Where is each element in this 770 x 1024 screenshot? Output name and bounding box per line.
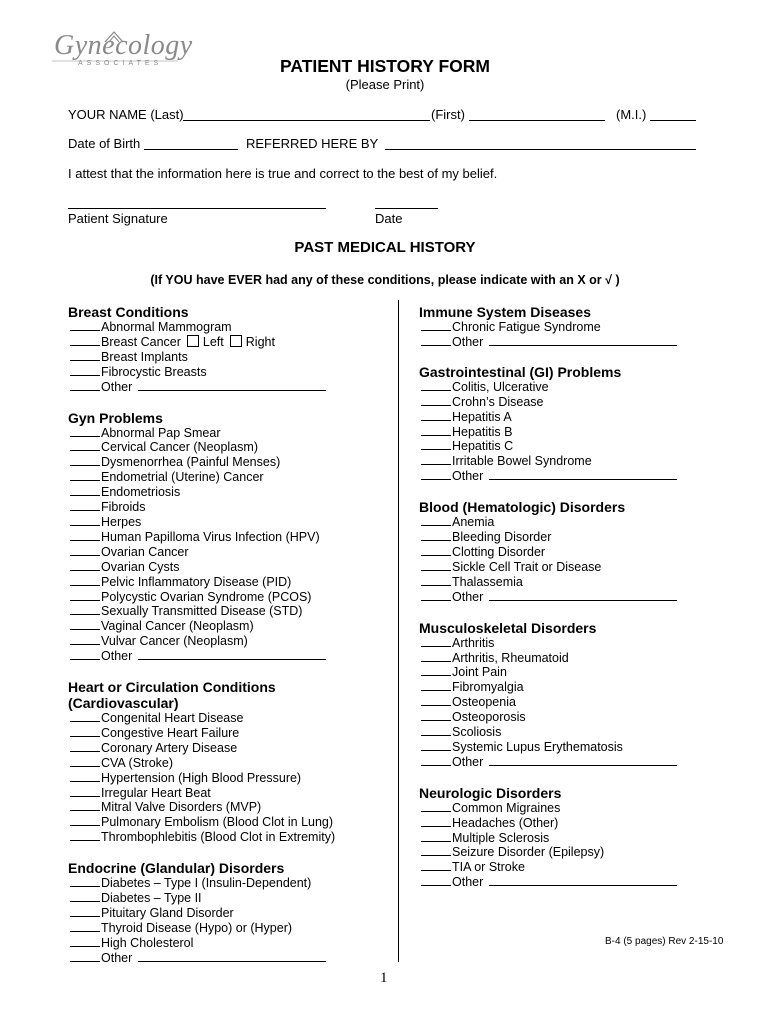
condition-item — [68, 335, 368, 350]
condition-section — [68, 679, 368, 845]
other-specify-field[interactable] — [489, 755, 677, 766]
check-blank-field[interactable] — [421, 695, 451, 706]
condition-item — [419, 439, 719, 454]
check-blank-field[interactable] — [421, 845, 451, 856]
condition-label: Ovarian Cysts — [101, 559, 180, 574]
condition-label: Fibroids — [101, 500, 146, 515]
right-column — [419, 304, 719, 890]
column-divider — [398, 300, 399, 962]
section-title: Endocrine (Glandular) Disorders — [68, 860, 285, 877]
check-blank-field[interactable] — [70, 891, 100, 902]
check-blank-field[interactable] — [70, 426, 100, 437]
condition-label: Scoliosis — [452, 725, 502, 740]
condition-item — [68, 604, 368, 619]
check-blank-field[interactable] — [421, 469, 451, 480]
condition-item — [68, 350, 368, 365]
condition-item — [68, 741, 368, 756]
check-blank-field[interactable] — [70, 560, 100, 571]
check-blank-field[interactable] — [421, 651, 451, 662]
condition-label: Irritable Bowel Syndrome — [452, 454, 592, 469]
condition-item — [419, 335, 719, 350]
check-blank-field[interactable] — [70, 771, 100, 782]
condition-item — [68, 771, 368, 786]
check-blank-field[interactable] — [421, 590, 451, 601]
condition-label: Thyroid Disease (Hypo) or (Hyper) — [101, 920, 293, 935]
check-blank-field[interactable] — [70, 575, 100, 586]
check-blank-field[interactable] — [421, 801, 451, 812]
condition-item — [68, 786, 368, 801]
condition-label: Joint Pain — [452, 665, 507, 680]
condition-label: Crohn’s Disease — [452, 394, 544, 409]
check-blank-field[interactable] — [70, 711, 100, 722]
check-blank-field[interactable] — [70, 786, 100, 797]
condition-item — [68, 936, 368, 951]
check-blank-field[interactable] — [70, 741, 100, 752]
check-blank-field[interactable] — [70, 906, 100, 917]
check-blank-field[interactable] — [70, 470, 100, 481]
condition-section — [419, 785, 719, 890]
condition-label: Other — [101, 379, 133, 394]
check-blank-field[interactable] — [70, 440, 100, 451]
condition-item — [68, 426, 368, 441]
check-blank-field[interactable] — [421, 680, 451, 691]
condition-label: Herpes — [101, 514, 142, 529]
referred-field[interactable] — [385, 149, 696, 150]
condition-item — [419, 469, 719, 484]
condition-item — [68, 455, 368, 470]
other-specify-field[interactable] — [489, 469, 677, 480]
condition-section — [419, 364, 719, 484]
condition-item — [68, 876, 368, 891]
check-blank-field[interactable] — [70, 815, 100, 826]
check-blank-field[interactable] — [421, 395, 451, 406]
condition-item — [68, 320, 368, 335]
condition-item — [68, 440, 368, 455]
condition-item — [419, 801, 719, 816]
condition-label: Arthritis, Rheumatoid — [452, 650, 569, 665]
page-number: 1 — [380, 970, 388, 986]
condition-label: Dysmenorrhea (Painful Menses) — [101, 455, 281, 470]
check-blank-field[interactable] — [70, 380, 100, 391]
name-mi-label: (M.I.) — [616, 107, 647, 122]
condition-label: Bleeding Disorder — [452, 530, 552, 545]
condition-item — [419, 680, 719, 695]
condition-label: Vaginal Cancer (Neoplasm) — [101, 619, 254, 634]
check-blank-field[interactable] — [421, 515, 451, 526]
condition-label: Osteoporosis — [452, 710, 526, 725]
check-blank-field[interactable] — [70, 604, 100, 615]
condition-item — [68, 711, 368, 726]
check-blank-field[interactable] — [421, 410, 451, 421]
condition-label: Common Migraines — [452, 800, 561, 815]
condition-item — [419, 380, 719, 395]
left-checkbox[interactable] — [187, 335, 199, 347]
check-blank-field[interactable] — [421, 875, 451, 886]
condition-label: Osteopenia — [452, 695, 516, 710]
section-title: Gastrointestinal (GI) Problems — [419, 363, 622, 380]
condition-label: Multiple Sclerosis — [452, 830, 550, 845]
dob-label: Date of Birth — [68, 136, 141, 151]
check-blank-field[interactable] — [70, 800, 100, 811]
condition-item — [419, 575, 719, 590]
check-blank-field[interactable] — [421, 530, 451, 541]
other-specify-field[interactable] — [138, 951, 326, 962]
condition-label: TIA or Stroke — [452, 860, 525, 875]
condition-label: Congenital Heart Disease — [101, 711, 244, 726]
condition-item — [419, 425, 719, 440]
check-blank-field[interactable] — [421, 831, 451, 842]
name-last-label: YOUR NAME (Last) — [68, 107, 184, 122]
condition-section — [68, 304, 368, 395]
condition-item — [419, 515, 719, 530]
condition-item — [68, 545, 368, 560]
other-specify-field[interactable] — [138, 649, 326, 660]
condition-label: Coronary Artery Disease — [101, 740, 238, 755]
logo-name: Gynecology — [54, 30, 193, 61]
condition-item — [68, 815, 368, 830]
condition-item — [68, 726, 368, 741]
condition-item — [419, 560, 719, 575]
other-specify-field[interactable] — [138, 380, 326, 391]
condition-section — [68, 860, 368, 965]
condition-item — [68, 485, 368, 500]
condition-item — [419, 710, 719, 725]
condition-item — [419, 816, 719, 831]
check-blank-field[interactable] — [70, 530, 100, 541]
referred-label: REFERRED HERE BY — [246, 136, 379, 151]
check-blank-field[interactable] — [421, 545, 451, 556]
dob-field[interactable] — [144, 149, 238, 150]
check-blank-field[interactable] — [70, 485, 100, 496]
condition-item — [68, 619, 368, 634]
condition-label: Human Papilloma Virus Infection (HPV) — [101, 529, 320, 544]
check-blank-field[interactable] — [70, 619, 100, 630]
condition-item — [68, 500, 368, 515]
condition-label: CVA (Stroke) — [101, 755, 174, 770]
revision-note: B-4 (5 pages) Rev 2-15-10 — [605, 936, 724, 947]
name-last-field[interactable] — [183, 120, 430, 121]
check-blank-field[interactable] — [70, 951, 100, 962]
condition-label: Abnormal Mammogram — [101, 320, 232, 334]
condition-label: Colitis, Ulcerative — [452, 379, 549, 394]
condition-item — [68, 560, 368, 575]
condition-label: Diabetes – Type II — [101, 891, 202, 906]
condition-item — [419, 545, 719, 560]
section-title: Gyn Problems — [68, 409, 163, 426]
check-blank-field[interactable] — [70, 634, 100, 645]
condition-label: Arthritis — [452, 635, 495, 650]
check-blank-field[interactable] — [421, 425, 451, 436]
condition-label: Other — [452, 754, 484, 769]
condition-label: Hepatitis C — [452, 439, 514, 454]
form-subtitle: (Please Print) — [345, 77, 425, 92]
check-blank-field[interactable] — [70, 921, 100, 932]
condition-item — [419, 651, 719, 666]
condition-label: Chronic Fatigue Syndrome — [452, 320, 601, 334]
attest-statement: I attest that the information here is true and correct to the best of my belief. — [68, 166, 498, 181]
condition-item — [68, 906, 368, 921]
condition-label: Thalassemia — [452, 574, 523, 589]
check-blank-field[interactable] — [70, 649, 100, 660]
condition-item — [419, 454, 719, 469]
condition-item — [419, 590, 719, 605]
condition-label: Mitral Valve Disorders (MVP) — [101, 800, 262, 815]
section-title: Heart or Circulation Conditions — [68, 679, 276, 696]
condition-label: Thrombophlebitis (Blood Clot in Extremity) — [101, 830, 336, 845]
condition-item — [68, 634, 368, 649]
condition-label: Anemia — [452, 515, 495, 530]
check-blank-field[interactable] — [421, 740, 451, 751]
history-title: PAST MEDICAL HISTORY — [294, 239, 476, 256]
condition-item — [419, 320, 719, 335]
check-blank-field[interactable] — [421, 380, 451, 391]
condition-label: Fibromyalgia — [452, 680, 524, 695]
check-blank-field[interactable] — [421, 454, 451, 465]
condition-item — [419, 695, 719, 710]
condition-item — [68, 575, 368, 590]
condition-label: High Cholesterol — [101, 935, 194, 950]
condition-label: Ovarian Cancer — [101, 544, 189, 559]
condition-label: Cervical Cancer (Neoplasm) — [101, 440, 258, 455]
check-blank-field[interactable] — [70, 455, 100, 466]
check-blank-field[interactable] — [70, 876, 100, 887]
check-blank-field[interactable] — [70, 335, 100, 346]
check-blank-field[interactable] — [421, 320, 451, 331]
condition-label: Abnormal Pap Smear — [101, 425, 221, 440]
condition-item — [419, 410, 719, 425]
right-checkbox[interactable] — [230, 335, 242, 347]
check-blank-field[interactable] — [70, 830, 100, 841]
name-mi-field[interactable] — [650, 120, 696, 121]
check-blank-field[interactable] — [70, 320, 100, 331]
condition-item — [419, 665, 719, 680]
left-column — [68, 304, 368, 966]
condition-label: Other — [452, 589, 484, 604]
condition-item — [419, 860, 719, 875]
other-specify-field[interactable] — [489, 590, 677, 601]
name-first-label: (First) — [431, 107, 465, 122]
check-blank-field[interactable] — [421, 636, 451, 647]
condition-label: Breast Cancer — [101, 334, 181, 349]
condition-label: Irregular Heart Beat — [101, 785, 211, 800]
section-title: Musculoskeletal Disorders — [419, 619, 597, 636]
condition-label: Headaches (Other) — [452, 815, 559, 830]
check-blank-field[interactable] — [421, 665, 451, 676]
condition-label: Endometriosis — [101, 485, 181, 500]
condition-label: Pelvic Inflammatory Disease (PID) — [101, 574, 292, 589]
condition-label: Other — [452, 875, 484, 890]
condition-label: Pulmonary Embolism (Blood Clot in Lung) — [101, 815, 334, 830]
condition-label: Clotting Disorder — [452, 544, 546, 559]
check-blank-field[interactable] — [421, 560, 451, 571]
history-instructions: (If YOU have EVER had any of these conditions, please indicate with an X or √ ) — [150, 273, 620, 287]
section-title: Neurologic Disorders — [419, 784, 562, 801]
condition-label: Sickle Cell Trait or Disease — [452, 559, 602, 574]
condition-label: Other — [101, 649, 133, 664]
right-label: Right — [245, 334, 275, 349]
check-blank-field[interactable] — [70, 500, 100, 511]
date-label: Date — [375, 211, 403, 226]
condition-label: Seizure Disorder (Epilepsy) — [452, 845, 605, 860]
condition-item — [419, 636, 719, 651]
condition-item — [68, 800, 368, 815]
condition-item — [68, 951, 368, 966]
condition-label: Other — [452, 334, 484, 349]
check-blank-field[interactable] — [70, 515, 100, 526]
condition-label: Other — [101, 950, 133, 965]
signature-label: Patient Signature — [68, 211, 168, 226]
condition-section — [419, 620, 719, 770]
check-blank-field[interactable] — [70, 545, 100, 556]
left-label: Left — [202, 334, 224, 349]
condition-label: Fibrocystic Breasts — [101, 364, 207, 379]
check-blank-field[interactable] — [421, 575, 451, 586]
check-blank-field[interactable] — [421, 755, 451, 766]
condition-item — [68, 756, 368, 771]
check-blank-field[interactable] — [70, 936, 100, 947]
signature-field[interactable] — [68, 208, 326, 209]
name-first-field[interactable] — [469, 120, 605, 121]
check-blank-field[interactable] — [421, 335, 451, 346]
condition-section — [68, 410, 368, 665]
check-blank-field[interactable] — [421, 816, 451, 827]
condition-item — [419, 740, 719, 755]
condition-item — [68, 590, 368, 605]
condition-label: Endometrial (Uterine) Cancer — [101, 470, 264, 485]
condition-item — [419, 755, 719, 770]
condition-item — [68, 921, 368, 936]
check-blank-field[interactable] — [70, 726, 100, 737]
check-blank-field[interactable] — [421, 725, 451, 736]
check-blank-field[interactable] — [70, 756, 100, 767]
other-specify-field[interactable] — [489, 875, 677, 886]
condition-label: Systemic Lupus Erythematosis — [452, 739, 623, 754]
condition-label: Hypertension (High Blood Pressure) — [101, 770, 302, 785]
form-title: PATIENT HISTORY FORM — [279, 56, 490, 76]
condition-item — [419, 875, 719, 890]
condition-label: Hepatitis B — [452, 424, 513, 439]
check-blank-field[interactable] — [70, 590, 100, 601]
date-field[interactable] — [375, 208, 438, 209]
condition-item — [68, 470, 368, 485]
condition-item — [68, 830, 368, 845]
check-blank-field[interactable] — [421, 439, 451, 450]
section-title: Blood (Hematologic) Disorders — [419, 499, 626, 516]
section-title-continued: (Cardiovascular) — [68, 695, 179, 712]
condition-item — [68, 530, 368, 545]
condition-item — [68, 891, 368, 906]
condition-label: Other — [452, 469, 484, 484]
condition-label: Vulvar Cancer (Neoplasm) — [101, 634, 248, 649]
logo-subtitle: ASSOCIATES — [78, 60, 163, 67]
condition-section — [419, 304, 719, 350]
condition-label: Diabetes – Type I (Insulin-Dependent) — [101, 876, 312, 891]
check-blank-field[interactable] — [421, 860, 451, 871]
condition-label: Congestive Heart Failure — [101, 725, 240, 740]
condition-label: Hepatitis A — [452, 409, 512, 424]
section-title: Immune System Diseases — [419, 304, 591, 320]
condition-label: Pituitary Gland Disorder — [101, 906, 234, 920]
condition-item — [419, 530, 719, 545]
condition-item — [419, 845, 719, 860]
condition-item — [68, 515, 368, 530]
condition-item — [68, 649, 368, 664]
condition-label: Breast Implants — [101, 349, 188, 364]
condition-item — [419, 831, 719, 846]
other-specify-field[interactable] — [489, 335, 677, 346]
section-title: Breast Conditions — [68, 304, 189, 320]
condition-item — [419, 725, 719, 740]
condition-label: Polycystic Ovarian Syndrome (PCOS) — [101, 589, 312, 604]
condition-item — [68, 365, 368, 380]
check-blank-field[interactable] — [421, 710, 451, 721]
check-blank-field[interactable] — [70, 365, 100, 376]
condition-label: Sexually Transmitted Disease (STD) — [101, 604, 303, 619]
check-blank-field[interactable] — [70, 350, 100, 361]
condition-item — [68, 380, 368, 395]
condition-section — [419, 499, 719, 604]
condition-item — [419, 395, 719, 410]
